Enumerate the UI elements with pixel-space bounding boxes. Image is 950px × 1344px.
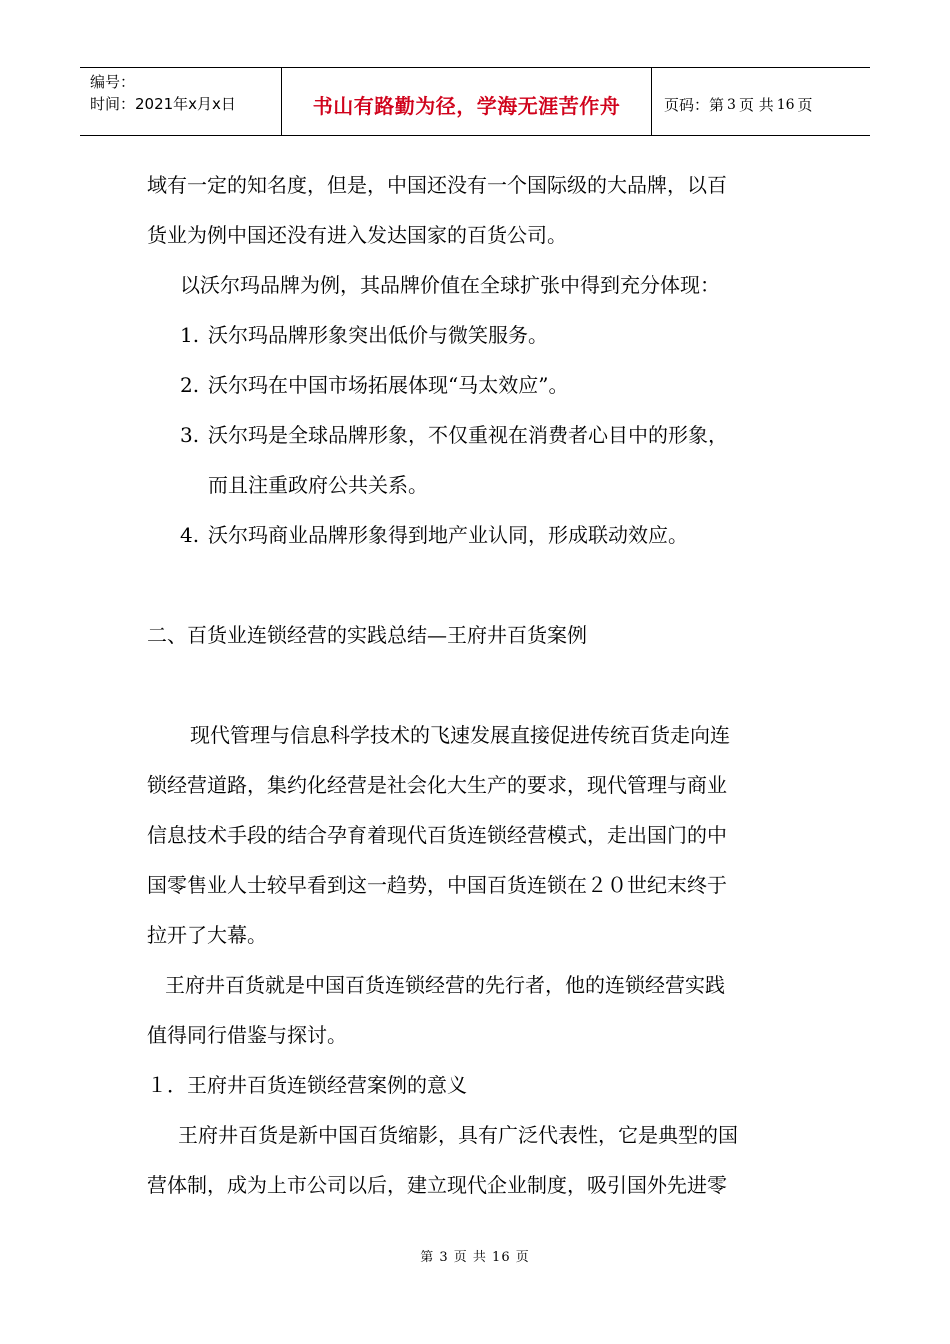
list-number: 4. bbox=[180, 523, 200, 547]
list-text: 沃尔玛在中国市场拓展体现“马太效应”。 bbox=[208, 373, 569, 397]
page-suffix: 页 bbox=[797, 96, 813, 114]
page-total: 16 bbox=[776, 96, 795, 113]
list-item bbox=[180, 522, 688, 548]
list-text: 沃尔玛是全球品牌形象，不仅重视在消费者心目中的形象， bbox=[208, 423, 728, 447]
subsection-heading: １．王府井百货连锁经营案例的意义 bbox=[147, 1073, 467, 1097]
time-label: 时间：2021年x月x日 bbox=[90, 95, 236, 113]
paragraph-line: 营体制，成为上市公司以后，建立现代企业制度，吸引国外先进零 bbox=[147, 1173, 727, 1197]
header-motto-cell bbox=[282, 68, 652, 135]
section-heading: 二、百货业连锁经营的实践总结—王府井百货案例 bbox=[147, 623, 587, 647]
page-current: 3 bbox=[727, 96, 736, 113]
paragraph-line: 现代管理与信息科学技术的飞速发展直接促进传统百货走向连 bbox=[190, 723, 730, 747]
paragraph-line: 锁经营道路，集约化经营是社会化大生产的要求，现代管理与商业 bbox=[147, 773, 727, 797]
list-text: 沃尔玛品牌形象突出低价与微笑服务。 bbox=[208, 323, 548, 347]
motto-text: 书山有路勤为径，学海无涯苦作舟 bbox=[312, 94, 621, 118]
list-text: 沃尔玛商业品牌形象得到地产业认同，形成联动效应。 bbox=[208, 523, 688, 547]
list-item bbox=[180, 322, 548, 348]
paragraph-line: 王府井百货是新中国百货缩影，具有广泛代表性，它是典型的国 bbox=[178, 1123, 738, 1147]
header-meta-cell bbox=[80, 68, 282, 135]
list-number: 1. bbox=[180, 323, 200, 347]
header-page-cell bbox=[652, 68, 870, 135]
paragraph-line: 域有一定的知名度，但是，中国还没有一个国际级的大品牌，以百 bbox=[147, 173, 727, 197]
page-footer: 第 3 页 共 16 页 bbox=[420, 1250, 530, 1265]
list-item bbox=[180, 422, 728, 448]
list-item bbox=[180, 372, 568, 398]
page-header bbox=[80, 67, 870, 136]
paragraph-line: 国零售业人士较早看到这一趋势，中国百货连锁在２０世纪末终于 bbox=[147, 873, 727, 897]
paragraph-line: 货业为例中国还没有进入发达国家的百货公司。 bbox=[147, 223, 567, 247]
serial-label: 编号： bbox=[90, 73, 136, 91]
page-prefix: 页码：第 bbox=[664, 96, 725, 114]
paragraph-line: 以沃尔玛品牌为例，其品牌价值在全球扩张中得到充分体现： bbox=[180, 273, 720, 297]
page-middle: 页 共 bbox=[738, 96, 774, 114]
paragraph-line: 值得同行借鉴与探讨。 bbox=[147, 1023, 347, 1047]
list-number: 3. bbox=[180, 423, 200, 447]
paragraph-line: 拉开了大幕。 bbox=[147, 923, 267, 947]
list-item-continuation: 而且注重政府公共关系。 bbox=[208, 473, 428, 497]
list-number: 2. bbox=[180, 373, 200, 397]
paragraph-line: 王府井百货就是中国百货连锁经营的先行者，他的连锁经营实践 bbox=[165, 973, 725, 997]
paragraph-line: 信息技术手段的结合孕育着现代百货连锁经营模式，走出国门的中 bbox=[147, 823, 727, 847]
